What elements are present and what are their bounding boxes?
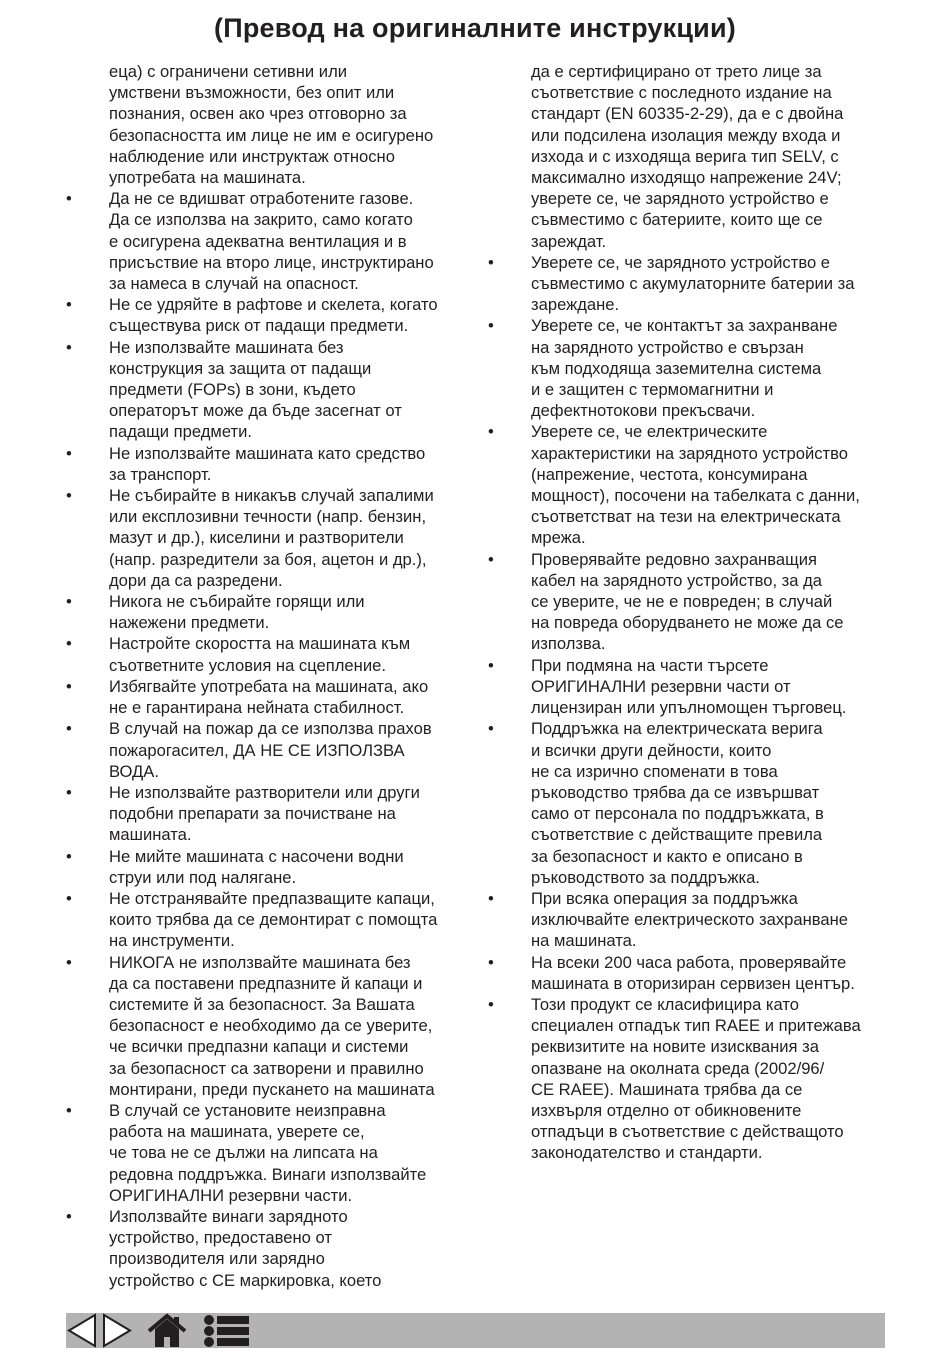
previous-page-button[interactable] <box>66 1313 98 1348</box>
triangle-right-icon <box>101 1313 133 1348</box>
list-item <box>488 952 888 994</box>
bullet: • <box>66 952 72 972</box>
bullet: • <box>66 189 72 209</box>
item-text: При подмяна на части търсете ОРИГИНАЛНИ резервни части от лицензиран или упълномощен търговец. <box>531 655 847 718</box>
item-text: Използвайте винаги зарядното устройство, предоставено от производителя или зарядно устройство с СЕ маркировка, което <box>109 1206 382 1290</box>
item-text: Никога не събирайте горящи или нажежени предмети. <box>109 592 365 633</box>
bullet: • <box>66 337 72 357</box>
list-item <box>488 421 888 548</box>
list-item <box>66 337 466 443</box>
list-item <box>66 718 466 782</box>
bullet: • <box>488 549 494 569</box>
page-title: (Превод на оригиналните инструкции) <box>214 13 736 43</box>
bullet: • <box>488 952 494 972</box>
contents-button[interactable] <box>203 1313 251 1348</box>
bullet: • <box>488 252 494 272</box>
item-text: Не се удряйте в рафтове и скелета, когато съществува риск от падащи предмети. <box>109 295 438 336</box>
list-item <box>66 782 466 846</box>
next-page-button[interactable] <box>101 1313 133 1348</box>
bullet: • <box>66 1100 72 1120</box>
navigation-bar <box>66 1313 885 1348</box>
item-text: Проверявайте редовно захранващия кабел на зарядното устройство, за да се уверите, че не е повреден; в случай на повреда оборудването не може да се използва. <box>531 549 844 654</box>
bullet: • <box>66 888 72 908</box>
bullet: • <box>66 1206 72 1226</box>
bullet: • <box>66 443 72 463</box>
list-item <box>488 718 888 888</box>
list-item <box>488 994 888 1164</box>
bullet: • <box>66 592 72 612</box>
item-text: Не използвайте машината като средство за транспорт. <box>109 443 426 484</box>
bullet: • <box>488 888 494 908</box>
item-text: Уверете се, че контактът за захранване на зарядното устройство е свързан към подходяща заземителна система и е защитен с термомагнитни и дефектнотокови прекъсвачи. <box>531 316 838 421</box>
list-item <box>66 591 466 633</box>
right-text-column <box>488 61 888 1164</box>
item-text: Не използвайте машината без конструкция за защита от падащи предмети (FOPs) в зони, където операторът може да бъде засегнат от падащи предмети. <box>109 337 402 442</box>
list-item <box>488 655 888 719</box>
item-text: еца) с ограничени сетивни или умствени възможности, без опит или познания, освен ако чрез отговорно за безопасността им лице не им е осигурено наблюдение или инструктаж относно употребата на машината. <box>109 62 434 188</box>
item-text: В случай се установите неизправна работа на машината, уверете се, че това не се дължи на липсата на редовна поддръжка. Винаги използвайте ОРИГИНАЛНИ резервни части. <box>109 1100 427 1205</box>
left-text-column <box>66 61 466 1291</box>
bullet: • <box>66 846 72 866</box>
bullet: • <box>488 422 494 442</box>
item-text: Не отстранявайте предпазващите капаци, които трябва да се демонтират с помощта на инструменти. <box>109 888 438 951</box>
item-text: Да не се вдишват отработените газове. Да се използва на закрито, само когато е осигурена адекватна вентилация и в присъствие на второ лице, инструктирано за намеса в случай на опасност. <box>109 189 434 294</box>
item-text: Не използвайте разтворители или други подобни препарати за почистване на машината. <box>109 782 420 845</box>
item-text: Не мийте машината с насочени водни струи или под налягане. <box>109 846 404 887</box>
item-text: При всяка операция за поддръжка изключвайте електрическото захранване на машината. <box>531 888 848 951</box>
bullet: • <box>488 719 494 739</box>
list-item <box>66 633 466 675</box>
item-text: На всеки 200 часа работа, проверявайте машината в оторизиран сервизен център. <box>531 952 855 993</box>
item-text: Уверете се, че електрическите характеристики на зарядното устройство (напрежение, честота, консумирана мощност), посочени на табелката с данни, съответстват на тези на електрическата мрежа. <box>531 422 860 548</box>
item-text: да е сертифицирано от трето лице за съответствие с последното издание на стандарт (EN 60335-2-29), да е с двойна или подсилена изолация между входа и изхода и с изходяща верига тип SELV, с максимално изходящо напрежение 24V; уверете се, че зарядното устройство е съвместимо с батериите, които ще се зареждат. <box>531 62 844 251</box>
item-text: В случай на пожар да се използва прахов пожарогасител, ДА НЕ СЕ ИЗПОЛЗВА ВОДА. <box>109 719 432 781</box>
bullet: • <box>488 316 494 336</box>
bullet: • <box>66 634 72 654</box>
bullet: • <box>66 676 72 696</box>
bullet: • <box>66 782 72 802</box>
list-item <box>488 315 888 421</box>
list-item <box>66 443 466 485</box>
list-item <box>488 888 888 952</box>
bullet: • <box>488 994 494 1014</box>
item-text: Не събирайте в никакъв случай запалими или експлозивни течности (напр. бензин, мазут и др.), киселини и разтворители (напр. разредители за боя, ацетон и др.), дори да са разредени. <box>109 486 434 590</box>
list-item <box>66 294 466 336</box>
bullet: • <box>66 719 72 739</box>
item-text: Този продукт се класифицира като специален отпадък тип RAEE и притежава реквизитите на новите изисквания за опазване на околната среда (2002/96/ CE RAEE). Машината трябва да се изхвърля отделно от обикновените отпадъци в съответствие с действащото законодателство и стандарти. <box>531 994 861 1163</box>
bullet: • <box>66 486 72 506</box>
list-item <box>488 61 888 252</box>
home-icon <box>146 1313 188 1348</box>
list-item <box>66 485 466 591</box>
list-item <box>488 252 888 316</box>
list-item <box>66 1206 466 1291</box>
bullet: • <box>66 295 72 315</box>
list-icon <box>203 1313 251 1348</box>
item-text: Избягвайте употребата на машината, ако не е гарантирана нейната стабилност. <box>109 676 429 718</box>
list-item <box>66 676 466 718</box>
list-item <box>66 952 466 1100</box>
item-text: Уверете се, че зарядното устройство е съвместимо с акумулаторните батерии за зареждане. <box>531 252 855 315</box>
item-text: НИКОГА не използвайте машината без да са поставени предпазните й капаци и системите й за безопасност. За Вашата безопасност е необходимо да се уверите, че всички предпазни капаци и системи за безопасност са затворени и правилно монтирани, преди пускането на машината <box>109 952 435 1099</box>
list-item <box>488 549 888 655</box>
list-item <box>66 61 466 188</box>
list-item <box>66 188 466 294</box>
list-item <box>66 1100 466 1206</box>
item-text: Поддръжка на електрическата верига и всички други дейности, които не са изрично споменати в това ръководство трябва да се извършват само от персонала по поддръжката, в съответствие с действащите превила за безопасност и както е описано в ръководството за поддръжка. <box>531 719 824 887</box>
list-item <box>66 846 466 888</box>
item-text: Настройте скоростта на машината към съответните условия на сцепление. <box>109 634 411 675</box>
triangle-left-icon <box>66 1313 98 1348</box>
list-item <box>66 888 466 952</box>
bullet: • <box>488 655 494 675</box>
home-button[interactable] <box>146 1313 188 1348</box>
